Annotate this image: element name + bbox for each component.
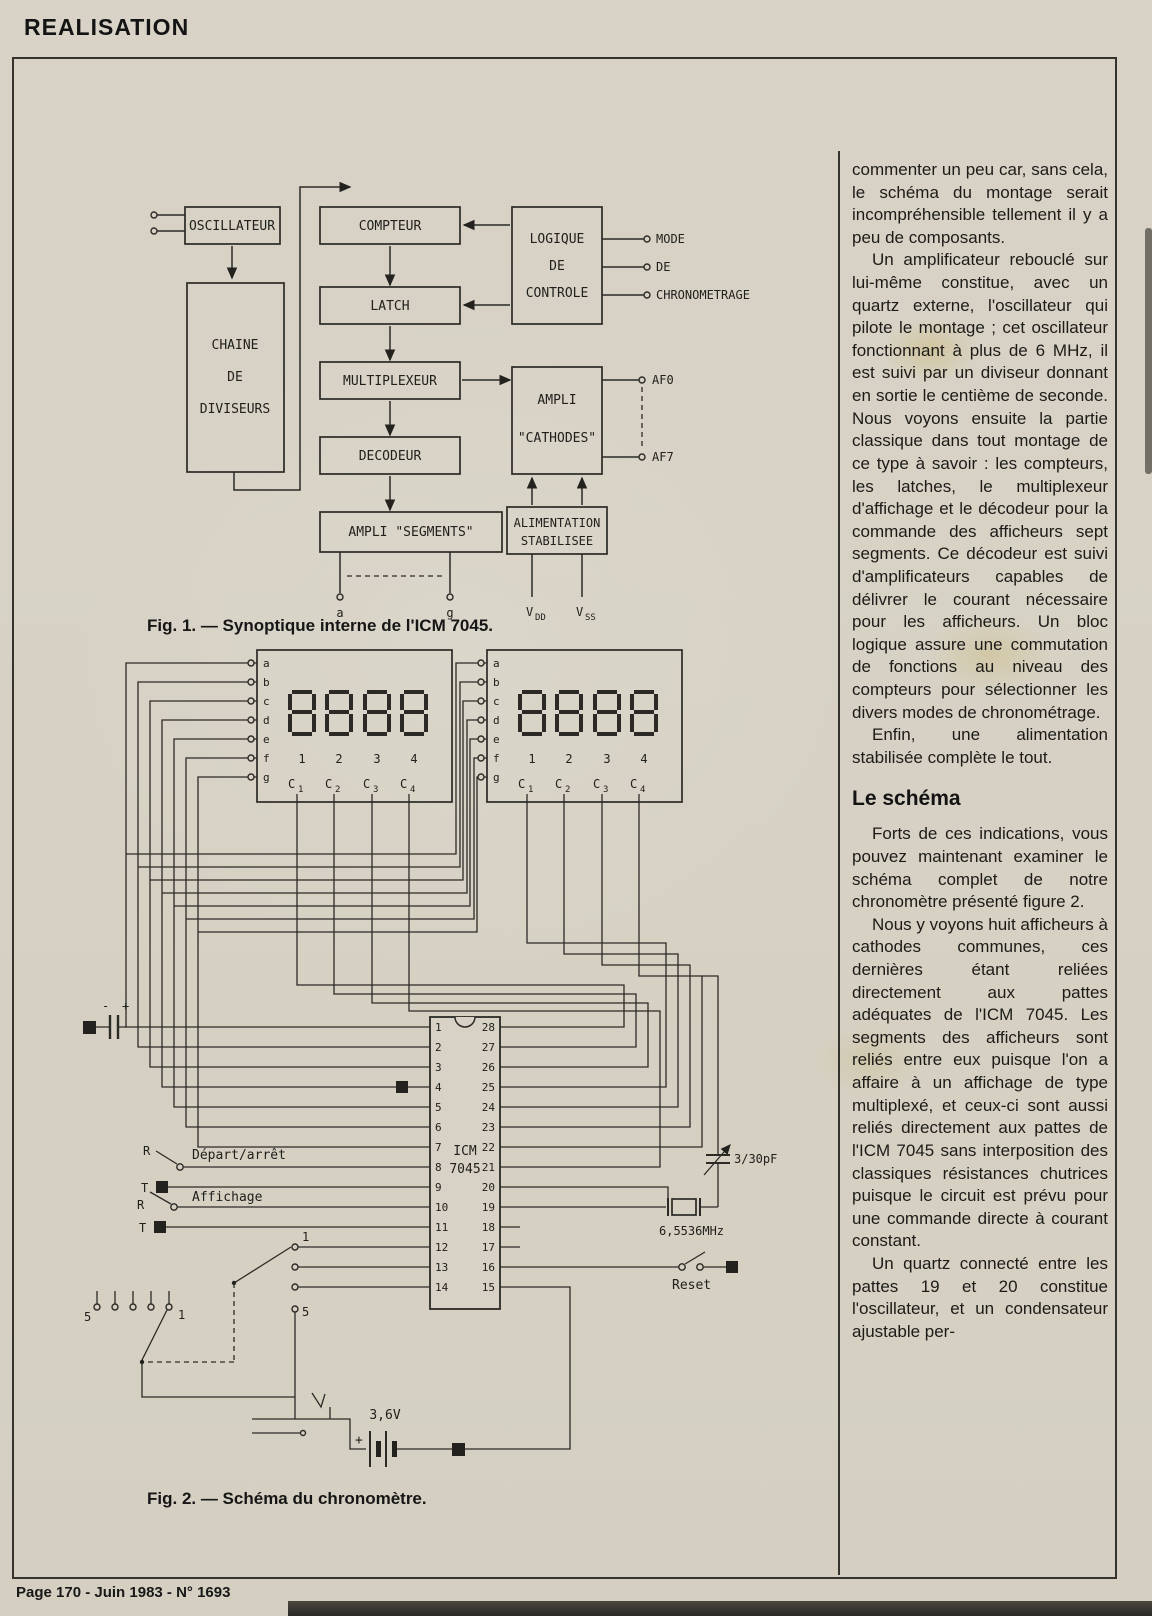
scan-edge-strip — [288, 1601, 1152, 1616]
digit-number: 4 — [640, 752, 648, 766]
seg-pin-label: g — [263, 771, 270, 784]
af0-label: AF0 — [652, 373, 674, 387]
digit-number: 3 — [373, 752, 381, 766]
section-heading: Le schéma — [852, 787, 961, 811]
trimmer-value-label: 3/30pF — [734, 1152, 778, 1166]
af7-label: AF7 — [652, 450, 674, 464]
pin-number: 27 — [481, 1041, 495, 1054]
cathode-label: C — [593, 777, 601, 791]
vdd-label: V — [526, 605, 534, 619]
alimentation-label: STABILISEE — [520, 534, 594, 548]
cathode-subscript: 3 — [603, 785, 609, 795]
pin-number: 18 — [481, 1221, 495, 1234]
seven-segment-digit — [595, 692, 619, 734]
page-title: REALISATION — [24, 14, 190, 40]
seg-pin-label: a — [263, 657, 270, 670]
af0-terminal — [639, 377, 645, 383]
seven-segment-digit — [365, 692, 389, 734]
fig1-box-latch — [320, 287, 460, 324]
pin-number: 1 — [435, 1021, 442, 1034]
segment-a-terminal — [337, 594, 343, 600]
pin-number: 24 — [481, 1101, 495, 1114]
affichage-label: Affichage — [192, 1190, 263, 1205]
seven-segment-digit — [520, 692, 544, 734]
latch-label: LATCH — [370, 299, 410, 314]
pin-number: 3 — [435, 1061, 442, 1074]
cathode-subscript: 4 — [640, 785, 646, 795]
digit-number: 3 — [603, 752, 611, 766]
pin-number: 17 — [481, 1241, 495, 1254]
seg-pin-label: g — [493, 771, 500, 784]
article-paragraph: Enfin, une alimentation stabilisée complète le tout. — [852, 725, 1108, 767]
pin-number: 4 — [435, 1081, 442, 1094]
seg-pin-label: e — [493, 733, 500, 746]
vss-subscript: SS — [585, 613, 596, 623]
battery-voltage-label: 3,6V — [369, 1408, 401, 1423]
seven-segment-digit — [557, 692, 581, 734]
ground-pad — [726, 1261, 738, 1273]
cathode-wiring — [297, 794, 718, 1167]
de-terminal — [644, 264, 650, 270]
seg-pin-label: b — [493, 676, 500, 689]
fig2-schematic — [83, 650, 777, 1508]
pin-number: 6 — [435, 1121, 442, 1134]
chip-name: 7045 — [449, 1162, 481, 1177]
seven-segment-digit — [327, 692, 351, 734]
minus-label: - — [102, 999, 110, 1013]
pin-number: 10 — [435, 1201, 449, 1214]
t-contact-label: T — [141, 1181, 149, 1195]
trimmer-capacitor — [704, 1145, 777, 1207]
segment-g-terminal — [447, 594, 453, 600]
chaine-label: DE — [227, 370, 243, 385]
ampli-segments-label: AMPLI "SEGMENTS" — [348, 525, 474, 540]
column-divider — [838, 151, 840, 1575]
position-5-label: 5 — [84, 1310, 92, 1324]
cathode-subscript: 2 — [565, 785, 571, 795]
vss-label: V — [576, 605, 584, 619]
chronometrage-label: CHRONOMETRAGE — [656, 288, 750, 302]
fig1-cathode-outputs — [602, 373, 674, 464]
chip-name: ICM — [453, 1144, 477, 1159]
junction-pad — [396, 1081, 408, 1093]
cathode-label: C — [288, 777, 296, 791]
ampli-cathodes-label: AMPLI — [537, 393, 577, 408]
content-frame — [12, 57, 1117, 1579]
fig2-caption: Fig. 2. — Schéma du chronomètre. — [147, 1489, 427, 1508]
pin-number: 8 — [435, 1161, 442, 1174]
t-contact-pad — [156, 1181, 168, 1193]
plus-label: + — [122, 999, 130, 1013]
mode-switch-lower — [84, 1291, 295, 1397]
mode-terminal — [644, 236, 650, 242]
chaine-label: CHAINE — [211, 338, 259, 353]
cathode-subscript: 4 — [410, 785, 416, 795]
seg-pin-label: e — [263, 733, 270, 746]
filter-capacitor — [83, 999, 129, 1039]
article-paragraph: Un quartz connecté entre les pattes 19 et 20 constitue l'oscillateur, et un condensateur ajustable per- — [852, 1253, 1108, 1341]
seven-segment-digit — [632, 692, 656, 734]
seg-pin-label: c — [493, 695, 500, 708]
article-paragraph: commenter un peu car, sans cela, le schéma du montage serait incompréhensible tellement il y a peu de composants. — [852, 160, 1108, 247]
fig1-box-chaine-diviseurs — [187, 283, 284, 472]
fig1-box-oscillateur — [151, 207, 280, 244]
fig1-segment-outputs — [336, 552, 453, 620]
display-switch — [137, 1190, 410, 1235]
fig1-box-ampli-cathodes — [512, 367, 602, 474]
de-label: DE — [656, 260, 671, 274]
digit-number: 2 — [565, 752, 573, 766]
decodeur-label: DECODEUR — [358, 449, 422, 464]
ground-pad — [83, 1021, 96, 1034]
oscillateur-label: OSCILLATEUR — [188, 219, 276, 234]
ground-pad — [452, 1443, 465, 1456]
pin-number: 25 — [481, 1081, 495, 1094]
reset-label: Reset — [672, 1278, 712, 1293]
fig1-box-decodeur — [320, 437, 460, 474]
pin-number: 21 — [481, 1161, 495, 1174]
cathode-subscript: 1 — [298, 785, 304, 795]
pin-number: 28 — [481, 1021, 495, 1034]
plus-label: + — [355, 1433, 363, 1448]
compteur-label: COMPTEUR — [358, 219, 422, 234]
t-contact-label: T — [139, 1221, 147, 1235]
pin-number: 15 — [481, 1281, 495, 1294]
fig1-control-outputs — [602, 232, 750, 302]
cathode-subscript: 2 — [335, 785, 341, 795]
position-5-label: 5 — [302, 1305, 310, 1319]
article-paragraph: Nous y voyons huit afficheurs à cathodes communes, ces dernières étant reliées directement aux pattes adéquates de l'ICM 7045. Les segments des afficheurs sont reliés entre eux puisque l'on a affaire à un affichage de type multiplexé, et ceux-ci sont aussi reliés directement aux pattes de l'ICM 7045 sans interposition des classiques résistances chutrices puisque le circuit est prévu pour une commande directe à courant constant. — [852, 914, 1108, 1251]
pin-number: 22 — [481, 1141, 495, 1154]
position-1-label: 1 — [302, 1230, 310, 1244]
article-paragraph: Forts de ces indications, vous pouvez maintenant examiner le schéma complet de notre chronomètre présenté figure 2. — [852, 824, 1108, 912]
chaine-label: DIVISEURS — [199, 402, 271, 417]
r-contact-label: R — [137, 1198, 145, 1212]
seg-pin-label: f — [263, 752, 270, 765]
quartz-frequency-label: 6,5536MHz — [659, 1224, 725, 1238]
icm7045-chip — [410, 1017, 520, 1309]
pin-number: 19 — [481, 1201, 495, 1214]
fig1-caption: Fig. 1. — Synoptique interne de l'ICM 7045. — [147, 616, 493, 635]
seven-segment-digit — [402, 692, 426, 734]
pin-number: 7 — [435, 1141, 442, 1154]
logique-label: LOGIQUE — [529, 232, 585, 247]
seg-pin-label: b — [263, 676, 270, 689]
logique-label: CONTROLE — [525, 286, 589, 301]
pin-number: 23 — [481, 1121, 495, 1134]
cathode-label: C — [363, 777, 371, 791]
fig1-box-compteur — [320, 207, 460, 244]
seg-pin-label: f — [493, 752, 500, 765]
cathode-label: C — [518, 777, 526, 791]
digit-number: 1 — [528, 752, 536, 766]
seg-pin-label: a — [493, 657, 500, 670]
logique-label: DE — [549, 259, 565, 274]
fig1-block-diagram — [147, 187, 750, 635]
t-contact-pad — [154, 1221, 166, 1233]
position-1-label: 1 — [178, 1308, 186, 1322]
seg-pin-label: c — [263, 695, 270, 708]
pin-number: 12 — [435, 1241, 449, 1254]
input-terminal — [151, 228, 157, 234]
pin-number: 5 — [435, 1101, 442, 1114]
digit-number: 4 — [410, 752, 418, 766]
cathode-label: C — [555, 777, 563, 791]
article-paragraph: Un amplificateur rebouclé sur lui-même constitue, avec un quartz externe, l'oscillateur qui pilote le montage ; cet oscillateur fonctionnant à plus de 6 MHz, il est suivi par un diviseur donnant en sortie le centième de seconde. Nous voyons ensuite la partie classique dans tout montage de ce type à savoir : les compteurs, les latches, le multiplexeur d'affichage et le décodeur pour la commande des afficheurs sept segments. Ce décodeur est suivi d'amplificateurs capables de délivrer le courant nécessaire pour les afficheurs. Un bloc logique assure une commutation de fonctions au niveau des compteurs pour sélectionner les divers modes de chronométrage. — [852, 250, 1108, 722]
seg-pin-label: d — [263, 714, 270, 727]
segment-a-label: a — [336, 606, 344, 620]
seg-pin-label: d — [493, 714, 500, 727]
fig1-box-ampli-segments — [320, 512, 502, 552]
start-stop-switch — [141, 1144, 410, 1195]
page-footer: Page 170 - Juin 1983 - N° 1693 — [16, 1584, 231, 1601]
seven-segment-digit — [290, 692, 314, 734]
pin-number: 13 — [435, 1261, 449, 1274]
power-jack — [252, 1393, 330, 1436]
pin-number: 9 — [435, 1181, 442, 1194]
segment-g-label: g — [446, 606, 454, 620]
digit-number: 2 — [335, 752, 343, 766]
pin-number: 14 — [435, 1281, 449, 1294]
pin-number: 20 — [481, 1181, 495, 1194]
schematic-figures — [14, 59, 838, 1575]
digit-number: 1 — [298, 752, 306, 766]
pin-number: 2 — [435, 1041, 442, 1054]
r-contact-label: R — [143, 1144, 151, 1158]
pin-number: 26 — [481, 1061, 495, 1074]
battery — [330, 1287, 570, 1467]
vdd-subscript: DD — [535, 613, 546, 623]
pin-number: 11 — [435, 1221, 449, 1234]
cathode-subscript: 1 — [528, 785, 534, 795]
cathode-subscript: 3 — [373, 785, 379, 795]
fig1-box-multiplexeur — [320, 362, 460, 399]
depart-arret-label: Départ/arrêt — [192, 1148, 286, 1163]
fig1-box-alimentation — [507, 507, 607, 554]
cathode-label: C — [325, 777, 333, 791]
mode-switch-upper — [148, 1230, 410, 1419]
input-terminal — [151, 212, 157, 218]
chronometrage-terminal — [644, 292, 650, 298]
cathode-label: C — [400, 777, 408, 791]
quartz-crystal — [520, 1187, 724, 1238]
ampli-cathodes-label: "CATHODES" — [517, 431, 597, 446]
alimentation-label: ALIMENTATION — [513, 516, 601, 530]
display-module-left — [248, 650, 452, 802]
af7-terminal — [639, 454, 645, 460]
fig1-box-logique-controle — [512, 207, 602, 324]
article-column — [852, 159, 1108, 1343]
mode-label: MODE — [656, 232, 685, 246]
pin-number: 16 — [481, 1261, 495, 1274]
fig1-supply-outputs — [526, 554, 596, 623]
multiplexeur-label: MULTIPLEXEUR — [343, 374, 437, 389]
scan-edge-mark — [1145, 228, 1152, 474]
cathode-label: C — [630, 777, 638, 791]
display-module-right — [478, 650, 682, 802]
